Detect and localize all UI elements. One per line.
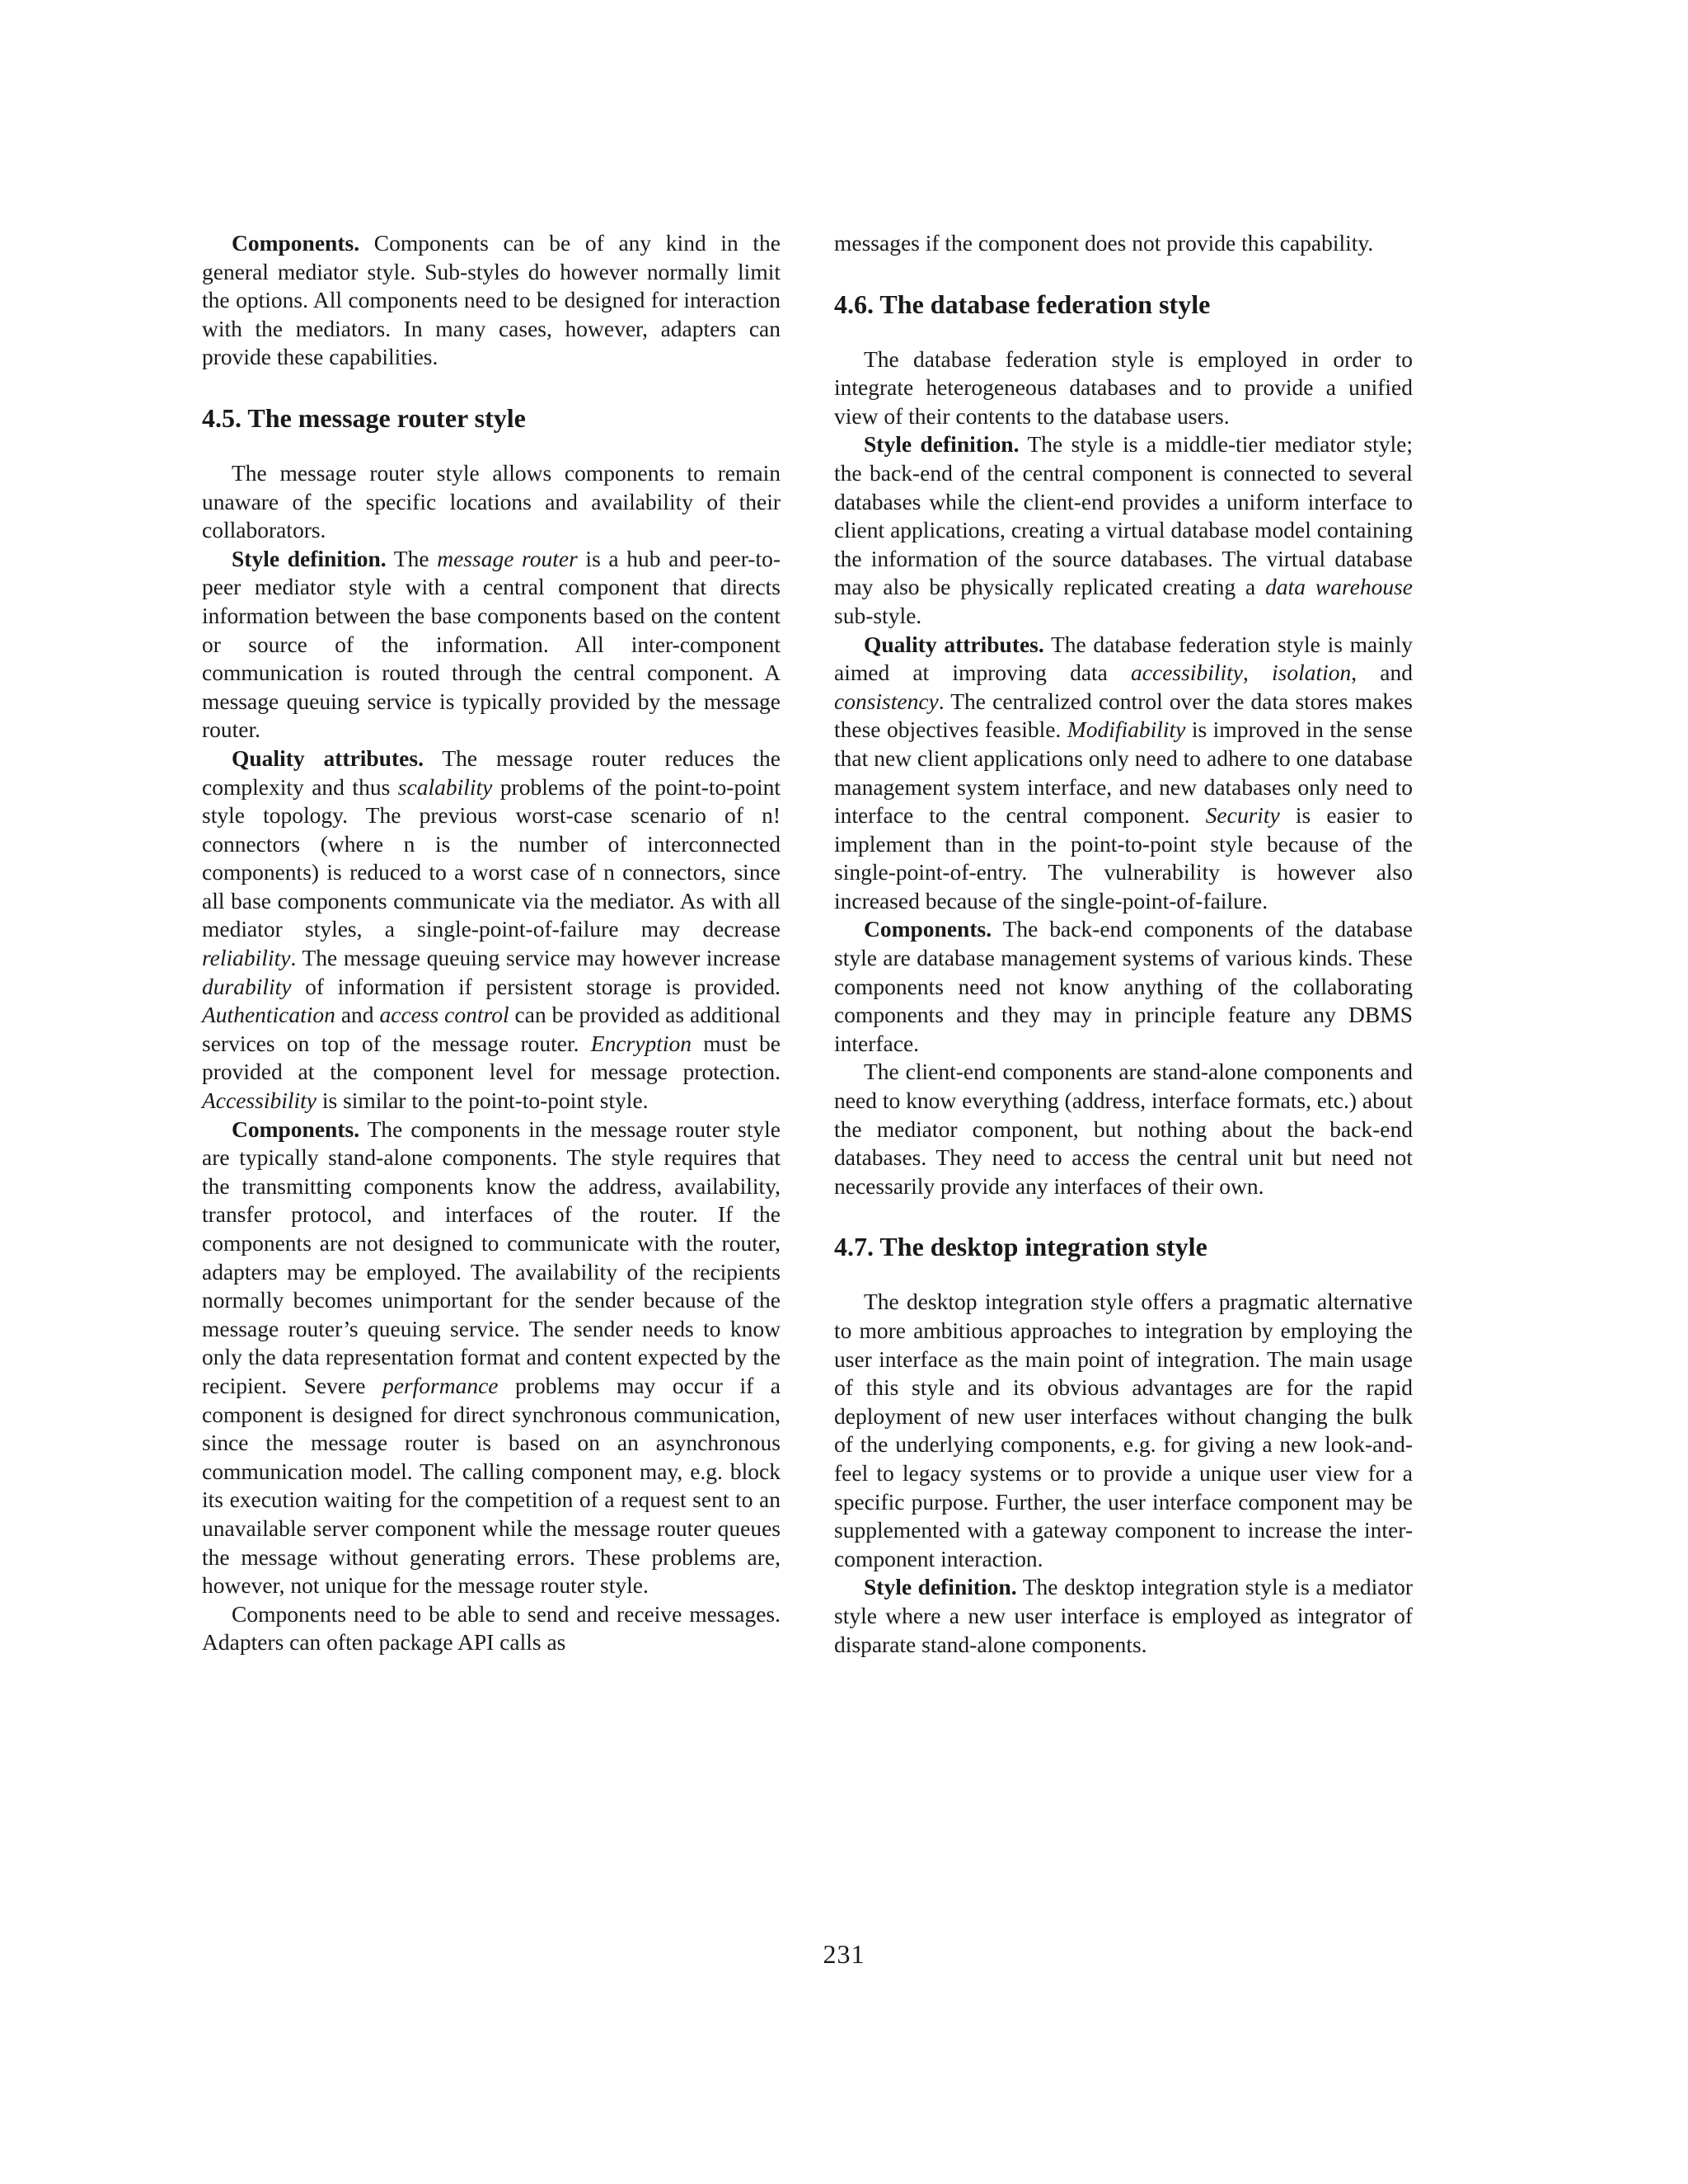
paragraph-run-in-heading: Style definition.: [864, 431, 1020, 458]
paragraph-text: Components can be of any kind in the general mediator style. Sub-styles do however normally limit the options. All components need to be designed for interaction with the mediators. In many cases, however, adapters can provide these capabilities.: [202, 230, 781, 370]
paragraph: [834, 345, 1413, 431]
left-column: [202, 229, 781, 1657]
paragraph-run-in-heading: Components.: [864, 916, 992, 942]
paragraph: [202, 1600, 781, 1657]
paragraph-text: The message router style allows components to remain unaware of the specific locations and availability of their collaborators.: [202, 459, 781, 543]
paragraph-text: The style is a middle-tier mediator style; the back-end of the central component is connected to several databases while the client-end provides a uniform interface to client applications, creating a virtual database model containing the information of the source databases. The virtual database may also be physically replicated creating a data warehouse sub-style.: [834, 431, 1413, 628]
paragraph: [834, 631, 1413, 916]
paragraph-text: The message router reduces the complexity and thus scalability problems of the point-to-point style topology. The previous worst-case scenario of n! connectors (where n is the number of interconnected components) is reduced to a worst case of n connectors, since all base components communicate via the mediator. As with all mediator styles, a single-point-of-failure may decrease reliability. The message queuing service may however increase durability of information if persistent storage is provided. Authentication and access control can be provided as additional services on top of the message router. Encryption must be provided at the component level for message protection. Accessibility is similar to the point-to-point style.: [202, 744, 781, 1114]
paragraph-run-in-heading: Style definition.: [864, 1574, 1017, 1600]
paragraph-text: The desktop integration style is a mediator style where a new user interface is employed as integrator of disparate stand-alone components.: [834, 1574, 1413, 1657]
paragraph: [834, 1573, 1413, 1659]
paragraph-run-in-heading: Components.: [232, 230, 360, 256]
paragraph: [202, 545, 781, 744]
paragraph-run-in-heading: Style definition.: [232, 545, 387, 571]
paragraph-text: messages if the component does not provide this capability.: [834, 230, 1374, 256]
paragraph-text: The message router is a hub and peer-to-peer mediator style with a central component that directs information between the base components based on the content or source of the information. All inter-component communication is routed through the central component. A message queuing service is typically provided by the message router.: [202, 545, 781, 743]
paragraph-text: The components in the message router style are typically stand-alone components. The style requires that the transmitting components know the address, availability, transfer protocol, and interfaces of the router. If the components are not designed to communicate with the router, adapters may be employed. The availability of the recipients normally becomes unimportant for the sender because of the message router’s queuing service. The sender needs to know only the data representation format and content expected by the recipient. Severe performance problems may occur if a component is designed for direct synchronous communication, since the message router is based on an asynchronous communication model. The calling component may, e.g. block its execution waiting for the competition of a request sent to an unavailable server component while the message router queues the message without generating errors. These problems are, however, not unique for the message router style.: [202, 1115, 781, 1599]
paragraph-run-in-heading: Quality attributes.: [864, 631, 1044, 657]
paragraph-text: The back-end components of the database style are database management systems of various kinds. These components need not know anything of the collaborating components and they may in principle feature any DBMS interface.: [834, 916, 1413, 1056]
paragraph: [834, 1058, 1413, 1200]
page-number: 231: [823, 1939, 865, 1969]
paragraph-run-in-heading: Components.: [232, 1115, 360, 1142]
paragraph-text: Components need to be able to send and receive messages. Adapters can often package API calls as: [202, 1600, 781, 1656]
paragraph-run-in-heading: Quality attributes.: [232, 744, 424, 771]
paragraph: [202, 1115, 781, 1600]
section-heading: 4.6. The database federation style: [834, 289, 1211, 319]
paragraph: [834, 229, 1413, 258]
paragraph: [202, 459, 781, 545]
paragraph: [202, 229, 781, 372]
paragraph-text: The desktop integration style offers a pragmatic alternative to more ambitious approaches to integration by employing the user interface as the main point of integration. The main usage of this style and its obvious advantages are for the rapid deployment of new user interfaces without changing the bulk of the underlying components, e.g. for giving a new look-and-feel to legacy systems or to provide a unique user view for a specific purpose. Further, the user interface component may be supplemented with a gateway component to increase the inter-component interaction.: [834, 1289, 1413, 1571]
section-heading: 4.5. The message router style: [202, 402, 526, 433]
paragraph-text: The client-end components are stand-alone components and need to know everything (address, interface formats, etc.) about the mediator component, but nothing about the back-end databases. They need to access the central unit but need not necessarily provide any interfaces of their own.: [834, 1059, 1413, 1199]
paragraph-text: The database federation style is employed in order to integrate heterogeneous databases and to provide a unified view of their contents to the database users.: [834, 345, 1413, 429]
paragraph-text: The database federation style is mainly aimed at improving data accessibility, isolation, and consistency. The centralized control over the data stores makes these objectives feasible. Modifiability is improved in the sense that new client applications only need to adhere to one database management system interface, and new databases only need to interface to the central component. Security is easier to implement than in the point-to-point style because of the single-point-of-entry. The vulnerability is however also increased because of the single-point-of-failure.: [834, 631, 1413, 914]
section-heading: 4.7. The desktop integration style: [834, 1232, 1207, 1262]
paragraph: [834, 1288, 1413, 1573]
paragraph: [834, 430, 1413, 630]
paragraph: [202, 744, 781, 1115]
right-column: [834, 229, 1413, 1659]
paragraph: [834, 915, 1413, 1058]
